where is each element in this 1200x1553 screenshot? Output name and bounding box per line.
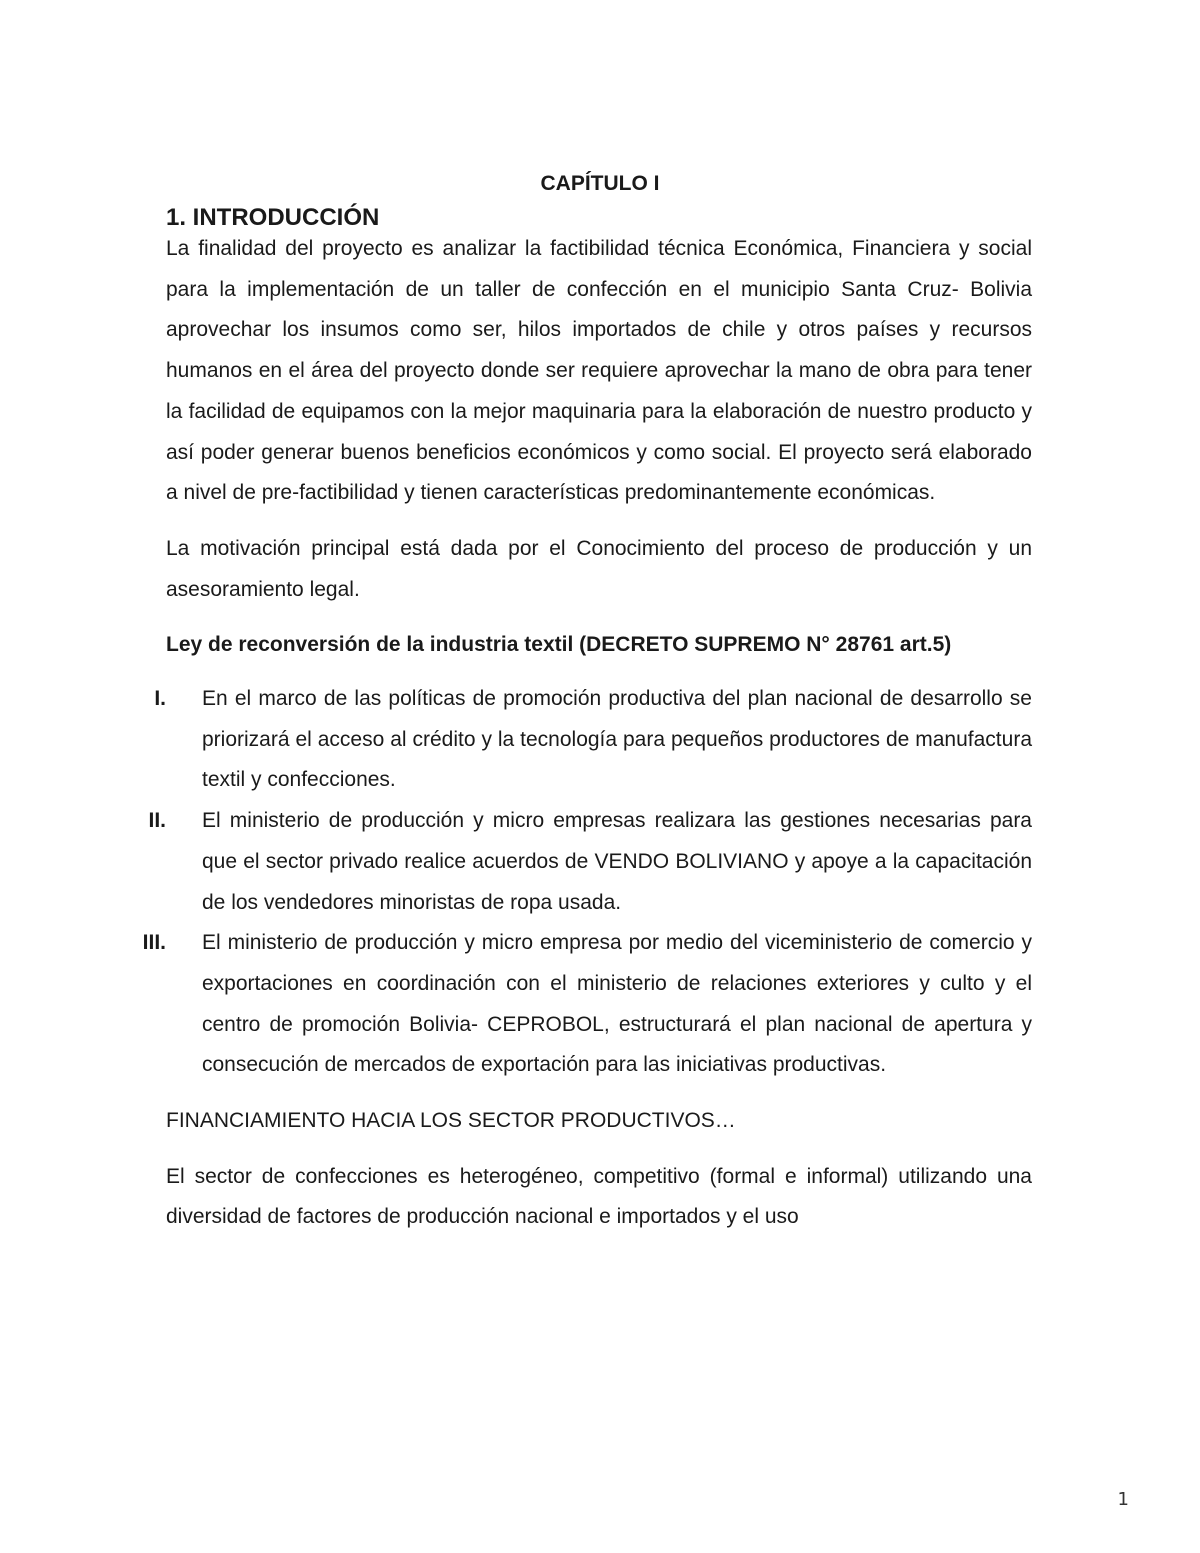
list-item-text: El ministerio de producción y micro empresas realizara las gestiones necesarias para que el sector privado realice acuerdos de VENDO BOLIVIANO y apoye a la capacitación de los vendedores minoristas de ropa usada. <box>202 809 1032 914</box>
financing-heading: FINANCIAMIENTO HACIA LOS SECTOR PRODUCTIVOS… <box>166 1109 736 1133</box>
law-items-list <box>142 679 1032 1086</box>
motivation-paragraph: La motivación principal está dada por el Conocimiento del proceso de producción y un asesoramiento legal. <box>166 536 1032 601</box>
chapter-title: CAPÍTULO I <box>540 172 660 195</box>
list-item-text: En el marco de las políticas de promoción productiva del plan nacional de desarrollo se priorizará el acceso al crédito y la tecnología para pequeños productores de manufactura textil y confecciones. <box>202 687 1032 792</box>
list-item-number: I. <box>154 687 166 711</box>
page-number: 1 <box>1117 1489 1129 1510</box>
document-body <box>142 229 1032 1238</box>
list-item <box>142 923 1032 1086</box>
list-item-text: El ministerio de producción y micro empresa por medio del viceministerio de comercio y exportaciones en coordinación con el ministerio de relaciones exteriores y culto y el centro de promoción Bolivia- CEPROBOL, estructurará el plan nacional de apertura y consecución de mercados de exportación para las iniciativas productivas. <box>202 931 1032 1077</box>
list-item-number: III. <box>142 931 166 955</box>
sector-paragraph: El sector de confecciones es heterogéneo, competitivo (formal e informal) utilizando una diversidad de factores de producción nacional e importados y el uso <box>166 1164 1032 1229</box>
section-heading: 1. INTRODUCCIÓN <box>166 204 380 231</box>
list-item-number: II. <box>148 809 166 833</box>
intro-paragraph: La finalidad del proyecto es analizar la factibilidad técnica Económica, Financiera y social para la implementación de un taller de confección en el municipio Santa Cruz- Bolivia aprovechar los insumos como ser, hilos importados de chile y otros países y recursos humanos en el área del proyecto donde ser requiere aprovechar la mano de obra para tener la facilidad de equipamos con la mejor maquinaria para la elaboración de nuestro producto y así poder generar buenos beneficios económicos y como social. El proyecto será elaborado a nivel de pre-factibilidad y tienen características predominantemente económicas. <box>166 237 1032 505</box>
list-item <box>154 679 1032 801</box>
law-heading: Ley de reconversión de la industria textil (DECRETO SUPREMO N° 28761 art.5) <box>166 633 952 657</box>
list-item <box>148 801 1032 923</box>
